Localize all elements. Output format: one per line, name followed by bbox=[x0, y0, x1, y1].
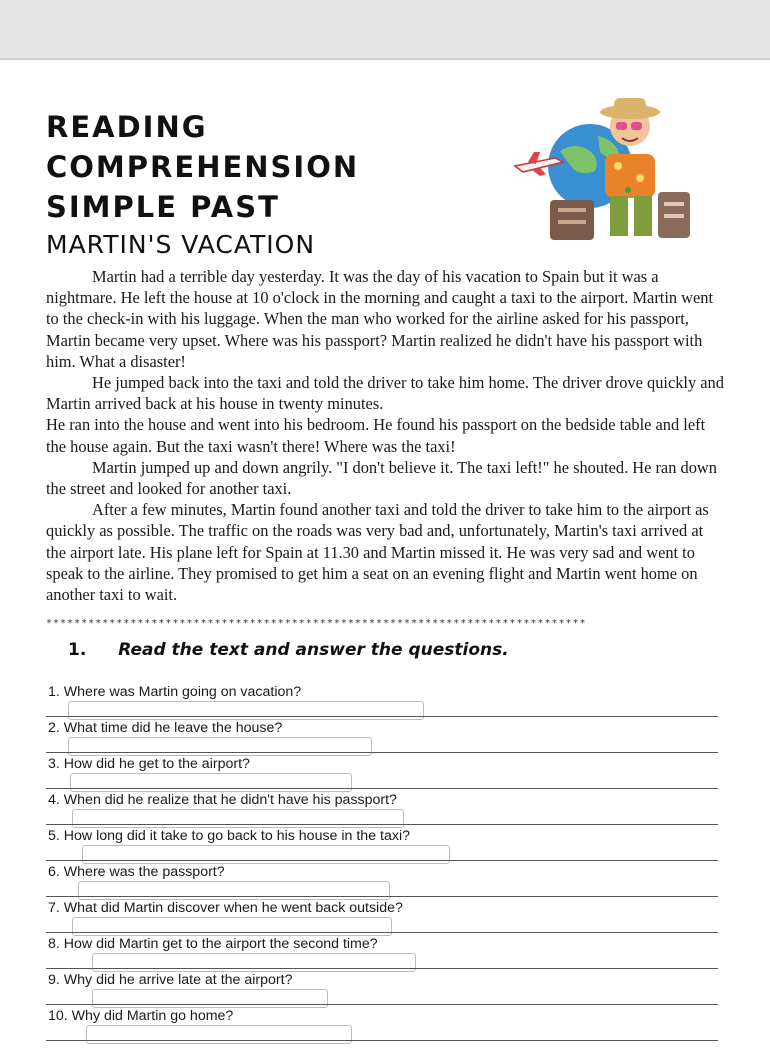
answer-line bbox=[46, 752, 718, 753]
answer-input[interactable] bbox=[68, 737, 372, 756]
question-text: 10. Why did Martin go home? bbox=[48, 1008, 234, 1024]
story-paragraph: He jumped back into the taxi and told the driver to take him home. The driver drove quickly and Martin arrived back at his house in twenty minutes. bbox=[46, 373, 724, 414]
answer-line bbox=[46, 1040, 718, 1041]
answer-input[interactable] bbox=[86, 1025, 352, 1044]
title-martins-vacation: MARTIN'S VACATION bbox=[46, 230, 316, 259]
question-text: 6. Where was the passport? bbox=[48, 864, 225, 880]
answer-input[interactable] bbox=[68, 701, 424, 720]
answer-input[interactable] bbox=[92, 953, 416, 972]
question-text: 7. What did Martin discover when he went back outside? bbox=[48, 900, 403, 916]
question-item bbox=[46, 900, 718, 936]
question-text: 4. When did he realize that he didn't have his passport? bbox=[48, 792, 397, 808]
question-item bbox=[46, 864, 718, 900]
question-text: 5. How long did it take to go back to his house in the taxi? bbox=[48, 828, 411, 844]
title-comprehension: COMPREHENSION bbox=[46, 150, 360, 184]
question-item bbox=[46, 720, 718, 756]
answer-input[interactable] bbox=[82, 845, 450, 864]
instruction-text: Read the text and answer the questions. bbox=[118, 640, 509, 660]
question-item bbox=[46, 828, 718, 864]
browser-top-bar bbox=[0, 0, 770, 60]
question-text: 8. How did Martin get to the airport the second time? bbox=[48, 936, 378, 952]
question-text: 2. What time did he leave the house? bbox=[48, 720, 283, 736]
answer-input[interactable] bbox=[92, 989, 328, 1008]
star-separator: ***************************************************************************** bbox=[46, 618, 587, 629]
traveler-illustration bbox=[510, 96, 695, 248]
question-item bbox=[46, 972, 718, 1008]
question-item bbox=[46, 756, 718, 792]
story-paragraph: He ran into the house and went into his bedroom. He found his passport on the bedside table and left the house again. But the taxi wasn't there! Where was the taxi! bbox=[46, 415, 706, 456]
question-text: 3. How did he get to the airport? bbox=[48, 756, 250, 772]
answer-line bbox=[46, 968, 718, 969]
answer-line bbox=[46, 896, 718, 897]
title-simple-past: SIMPLE PAST bbox=[46, 190, 280, 224]
answer-line bbox=[46, 716, 718, 717]
story-paragraph: Martin had a terrible day yesterday. It was the day of his vacation to Spain but it was a nightmare. He left the house at 10 o'clock in the morning and caught a taxi to the airport. Martin went to the check-in with his luggage. When the man who worked for the airline asked for his passport, Martin became very upset. Where was his passport? Martin realized he didn't have his passport with him. What a disaster! bbox=[46, 267, 714, 371]
question-item bbox=[46, 684, 718, 720]
answer-line bbox=[46, 1004, 718, 1005]
question-item bbox=[46, 936, 718, 972]
story-paragraph: Martin jumped up and down angrily. "I don't believe it. The taxi left!" he shouted. He ran down the street and looked for another taxi. bbox=[46, 457, 717, 499]
answer-line bbox=[46, 824, 718, 825]
story-paragraph: After a few minutes, Martin found another taxi and told the driver to take him to the airport as quickly as possible. The traffic on the roads was very bad and, unfortunately, Martin's taxi arrived at the airport late. His plane left for Spain at 11.30 and Martin missed it. He was very sad and went to speak to the airline. They promised to get him a seat on an evening flight and Martin went home on another taxi to wait. bbox=[46, 500, 709, 605]
answer-line bbox=[46, 788, 718, 789]
answer-input[interactable] bbox=[70, 773, 352, 792]
answer-input[interactable] bbox=[72, 809, 404, 828]
question-item bbox=[46, 792, 718, 828]
title-reading: READING bbox=[46, 110, 208, 144]
story-text bbox=[46, 266, 726, 605]
question-text: 9. Why did he arrive late at the airport? bbox=[48, 972, 293, 988]
traveler-with-luggage-icon bbox=[510, 96, 695, 248]
answer-line bbox=[46, 860, 718, 861]
exercise-instruction bbox=[68, 640, 509, 660]
instruction-number: 1. bbox=[68, 640, 87, 660]
answer-line bbox=[46, 932, 718, 933]
answer-input[interactable] bbox=[72, 917, 392, 936]
question-item bbox=[46, 1008, 718, 1044]
question-text: 1. Where was Martin going on vacation? bbox=[48, 684, 302, 700]
answer-input[interactable] bbox=[78, 881, 390, 900]
